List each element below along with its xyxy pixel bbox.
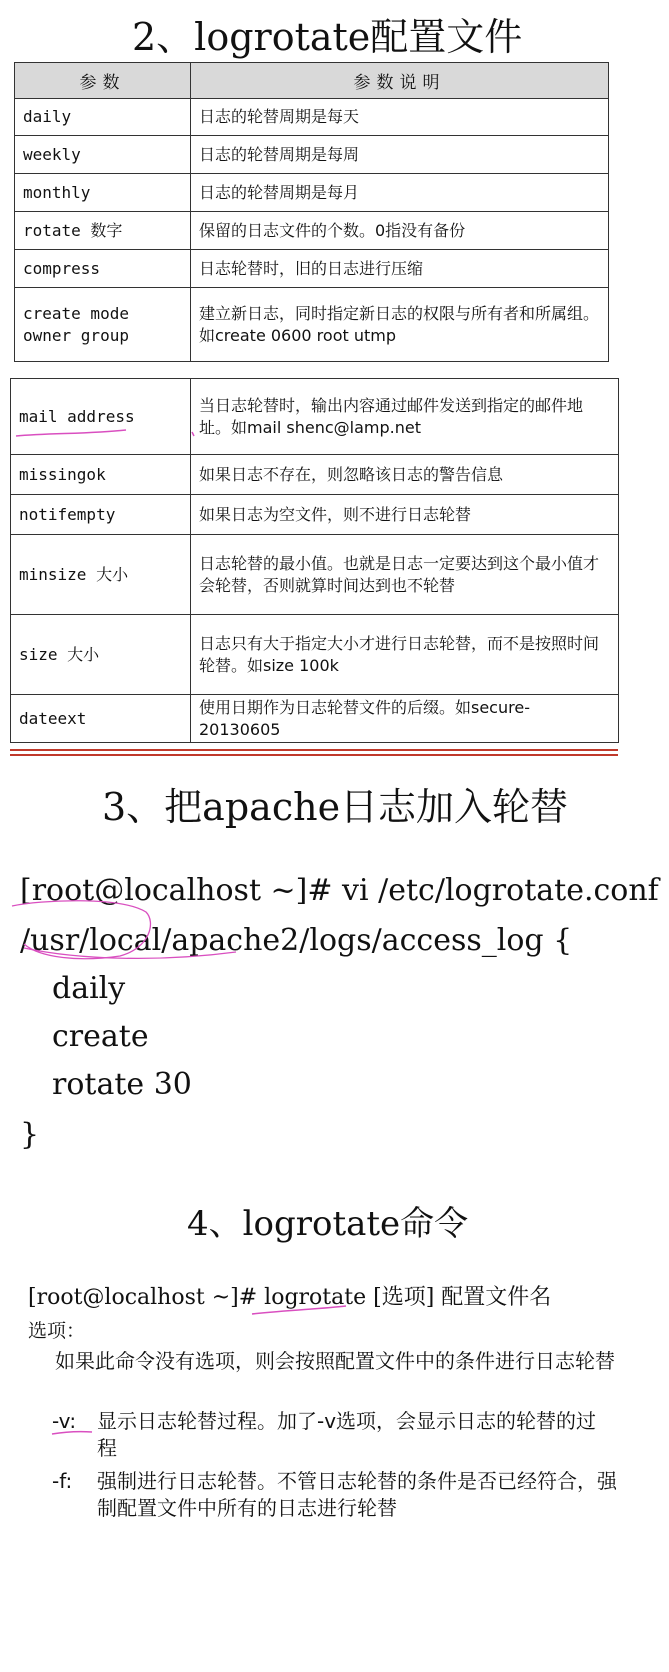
code-line: create bbox=[52, 1019, 149, 1054]
option-desc: 强制进行日志轮替。不管日志轮替的条件是否已经符合，强制配置文件中所有的日志进行轮替 bbox=[97, 1469, 617, 1520]
desc-cell: 当日志轮替时，输出内容通过邮件发送到指定的邮件地址。如mail shenc@lamp.net bbox=[191, 379, 619, 455]
table-row bbox=[15, 174, 609, 212]
table-row bbox=[15, 99, 609, 136]
params-table-1 bbox=[14, 62, 609, 362]
desc-cell: 日志只有大于指定大小才进行日志轮替，而不是按照时间轮替。如size 100k bbox=[191, 615, 619, 695]
table-row bbox=[11, 495, 619, 535]
table-row bbox=[11, 695, 619, 743]
param-cell: missingok bbox=[11, 455, 191, 495]
command-name: logrotate bbox=[264, 1285, 367, 1310]
param-cell: weekly bbox=[15, 136, 191, 174]
command-prompt: [root@localhost ~]# bbox=[28, 1285, 265, 1310]
header-description: 参数说明 bbox=[191, 63, 609, 99]
code-line: } bbox=[20, 1117, 40, 1152]
table-row bbox=[11, 379, 619, 455]
code-line: /usr/local/apache2/logs/access_log { bbox=[20, 923, 573, 958]
code-line: daily bbox=[52, 971, 126, 1006]
table-row bbox=[11, 535, 619, 615]
desc-cell: 建立新日志，同时指定新日志的权限与所有者和所属组。如create 0600 root utmp bbox=[191, 288, 609, 362]
table-row bbox=[11, 615, 619, 695]
desc-cell: 日志的轮替周期是每周 bbox=[191, 136, 609, 174]
desc-cell: 日志的轮替周期是每月 bbox=[191, 174, 609, 212]
desc-cell: 使用日期作为日志轮替文件的后缀。如secure-20130605 bbox=[191, 695, 619, 743]
param-cell: size 大小 bbox=[11, 615, 191, 695]
param-cell: rotate 数字 bbox=[15, 212, 191, 250]
option-flag: -v: bbox=[52, 1409, 77, 1433]
header-param: 参数 bbox=[15, 63, 191, 99]
param-cell: daily bbox=[15, 99, 191, 136]
desc-cell: 保留的日志文件的个数。0指没有备份 bbox=[191, 212, 609, 250]
divider-line bbox=[10, 754, 618, 756]
params-table-2 bbox=[10, 378, 619, 743]
option-flag: -f: bbox=[52, 1469, 73, 1493]
param-cell: create mode owner group bbox=[15, 288, 191, 362]
param-cell: mail address bbox=[11, 379, 191, 455]
desc-cell: 日志的轮替周期是每天 bbox=[191, 99, 609, 136]
param-cell: dateext bbox=[11, 695, 191, 743]
table-header-row bbox=[15, 63, 609, 99]
option-desc: 显示日志轮替过程。加了-v选项，会显示日志的轮替的过程 bbox=[97, 1409, 597, 1460]
section2-title: 2、logrotate配置文件 bbox=[132, 15, 523, 59]
section3-title: 3、把apache日志加入轮替 bbox=[102, 785, 569, 829]
table-row bbox=[15, 212, 609, 250]
desc-cell: 如果日志为空文件，则不进行日志轮替 bbox=[191, 495, 619, 535]
command-syntax bbox=[28, 1280, 551, 1311]
param-cell: notifempty bbox=[11, 495, 191, 535]
divider-line bbox=[10, 749, 618, 751]
table-row bbox=[11, 455, 619, 495]
code-line: [root@localhost ~]# vi /etc/logrotate.conf bbox=[20, 873, 659, 908]
param-cell: compress bbox=[15, 250, 191, 288]
section4-title: 4、logrotate命令 bbox=[187, 1204, 469, 1244]
code-line: rotate 30 bbox=[52, 1067, 192, 1102]
table-row bbox=[15, 136, 609, 174]
param-cell: minsize 大小 bbox=[11, 535, 191, 615]
command-args: [选项] 配置文件名 bbox=[366, 1285, 552, 1310]
table-row bbox=[15, 288, 609, 362]
desc-cell: 日志轮替时，旧的日志进行压缩 bbox=[191, 250, 609, 288]
table-row bbox=[15, 250, 609, 288]
param-cell: monthly bbox=[15, 174, 191, 212]
no-option-text: 如果此命令没有选项，则会按照配置文件中的条件进行日志轮替 bbox=[55, 1349, 615, 1373]
desc-cell: 如果日志不存在，则忽略该日志的警告信息 bbox=[191, 455, 619, 495]
options-label: 选项： bbox=[28, 1320, 86, 1342]
desc-cell: 日志轮替的最小值。也就是日志一定要达到这个最小值才会轮替，否则就算时间达到也不轮替 bbox=[191, 535, 619, 615]
